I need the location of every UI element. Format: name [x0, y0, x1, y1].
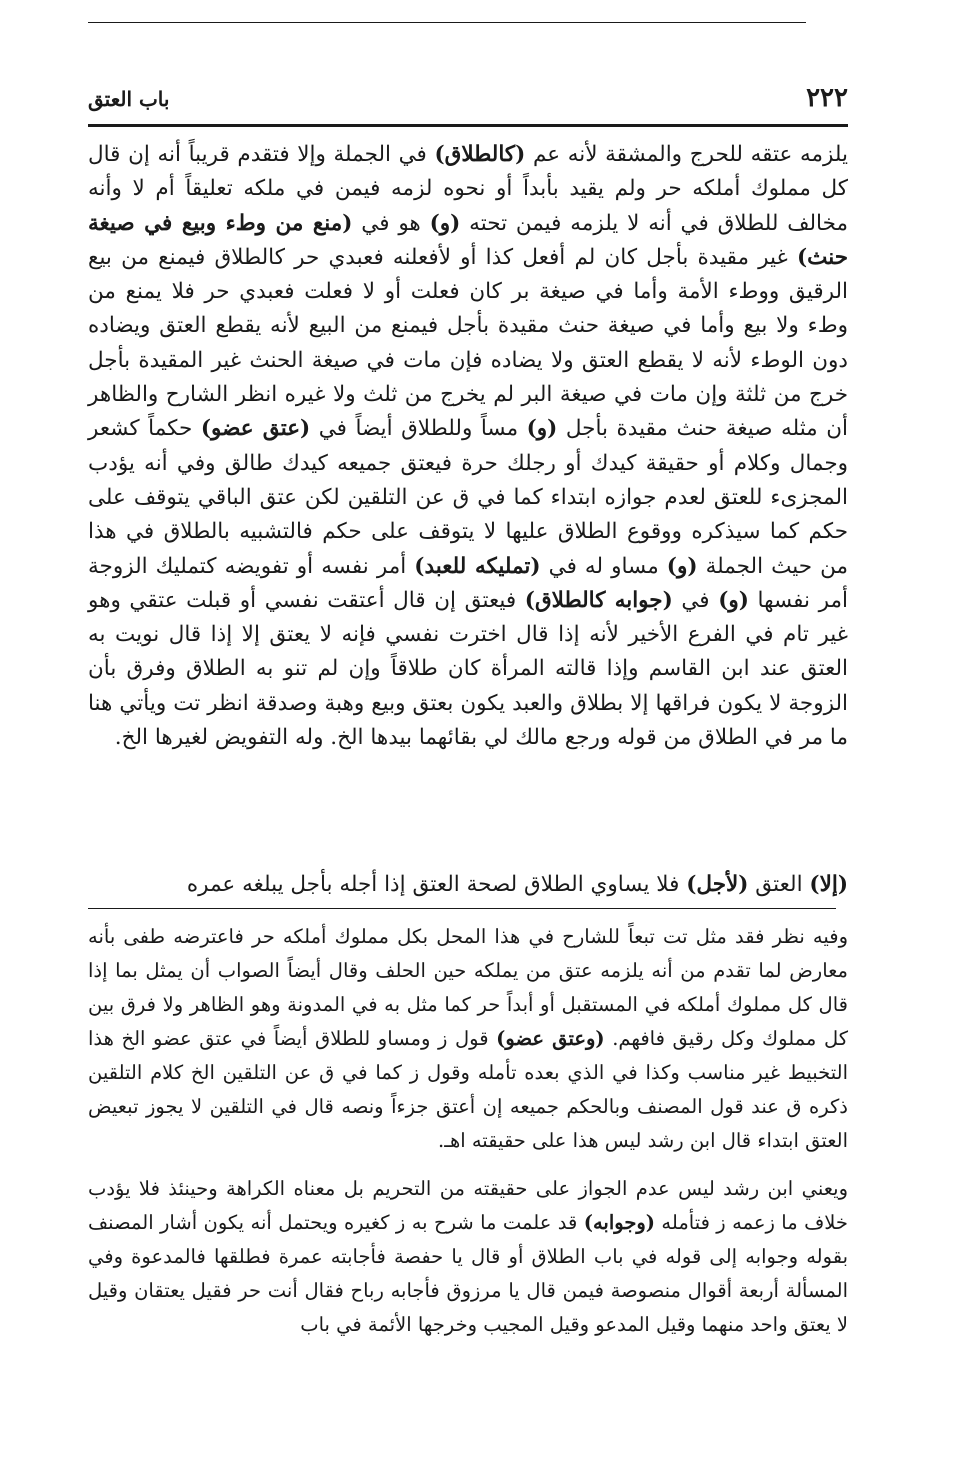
- page-header: [88, 80, 848, 122]
- text-run: العتق: [748, 871, 810, 897]
- lemma-term: (و): [526, 416, 558, 442]
- lemma-term: (و): [718, 587, 749, 613]
- text-run: فيعتق إن قال أعتقت نفسي أو قبلت عتقي وهو غير تام في الفرع الأخير لأنه إذا قال اخترت نفسي فإنه لا يعتق إلا إذا قال نويت به العتق عند ابن القاسم وإذا قالته المرأة كان طلاقاً وإن لم تنو به الطلاق وفرق بأن الزوجة لا يكون فراقها إلا بطلاق والعبد يكون بعتق وبيع وهبة وصدقة انظر تت ويأتي هنا ما مر في الطلاق من قوله ورجع مالك لي بقائهما بيدها الخ. وله التفويض لغيرها الخ.: [88, 587, 848, 751]
- footnote-paragraph-1: [88, 920, 848, 1158]
- text-run: أمر نفسه أو تفويضه كتمليك الزوجة أمر نفسها: [88, 553, 848, 613]
- lemma-term: (إلا): [809, 871, 848, 897]
- lemma-term: (و): [429, 210, 461, 236]
- lemma-term: (منع من وطء وبيع في صيغة حنث): [88, 210, 848, 270]
- text-run: في: [672, 587, 719, 613]
- lemma-term: (و): [666, 553, 698, 579]
- text-run: يلزمه عتقه للحرج والمشقة لأنه عم: [525, 142, 848, 167]
- text-run: فلا يساوي الطلاق لصحة العتق إذا أجله بأجل يبلغه عمره: [186, 871, 687, 897]
- running-title: باب العتق: [88, 87, 170, 111]
- text-run: هو في: [352, 210, 430, 236]
- header-rule: [88, 124, 848, 127]
- lemma-term: (جوابه كالطلاق): [524, 587, 673, 613]
- main-paragraph: [88, 138, 848, 755]
- footnote-paragraph-2: [88, 1172, 848, 1342]
- lemma-term: (كالطلاق): [434, 142, 526, 167]
- page-number: ٢٢٢: [806, 83, 848, 113]
- footnote-separator: [88, 908, 836, 909]
- lemma-term: (عتق عضو): [200, 416, 311, 442]
- main-final-line: [88, 846, 848, 923]
- text-run: ويعني ابن رشد ليس عدم الجواز على حقيقته من التحريم بل معناه الكراهة وحينئذ فلا يؤدب خلاف ما زعمه ز فتأمله: [88, 1177, 848, 1234]
- text-run: مساو له في: [540, 553, 667, 579]
- footnotes-block: [88, 920, 848, 1342]
- text-run: غير مقيدة بأجل كان لم أفعل كذا أو لأفعلنه فعبدي حر كالطلاق فيمنع من بيع الرقيق ووطء الأمة وأما في صيغة بر كان فعلت أو لا فعلت فعبدي حر فلا يمنع من وطء ولا بيع وأما في صيغة حنث مقيدة بأجل فيمنع من البيع لأنه يقطع العتق ويضاده دون الوطء لأنه لا يقطع العتق ولا يضاده فإن مات في صيغة الحنث غير المقيدة بأجل خرج من ثلثة وإن مات في صيغة البر لم يخرج من ثلث ولا غيره انظر الشارح والظاهر أن مثله صيغة حنث مقيدة بأجل: [88, 244, 848, 442]
- text-run: قول ز ومساو للطلاق أيضاً في عتق عضو الخ هذا التخبيط غير مناسب وكذا في الذي بعده تأمله وقول ز كما في ق عن التلقين الخ كلام التلقين ذكره ق عند قول المصنف وبالحكم جميعه إن أعتق جزءاً ونصه قال في التلقين لا يجوز تبعيض العتق ابتداء قال ابن رشد ليس هذا على حقيقته اهـ.: [88, 1027, 848, 1152]
- final-paragraph: [88, 868, 848, 902]
- lemma-term: (لأجل): [686, 871, 749, 897]
- header-line: [88, 22, 806, 23]
- lemma-term: (تمليكه للعبد): [414, 553, 541, 579]
- lemma-term: (وجوابه): [583, 1211, 656, 1234]
- lemma-term: (وعتق عضو): [496, 1027, 605, 1050]
- main-text-block: [88, 138, 848, 755]
- text-run: وفيه نظر فقد مثل تت تبعاً للشارح في هذا المحل بكل مملوك أملكه حر فاعترضه طفى بأنه معارض لما تقدم من أنه يلزمه عتق من يملكه حين الحلف وقال أيضاً الصواب أن يمثل بما إذا قال كل مملوك أملكه في المستقبل أو أبداً حر كما مثل به في المدونة وهو الظاهر ولا فرق بين كل مملوك وكل رقيق فافهم.: [88, 925, 849, 1050]
- text-run: في الجملة وإلا فتقدم قريباً أنه إن قال كل مملوك أملكه حر ولم يقيد بأبداً أو نحوه لزمه فيمن في ملكه تعليقاً أم لا وأنه مخالف للطلاق في أنه لا يلزمه فيمن تحته: [88, 142, 848, 236]
- text-run: مساً وللطلاق أيضاً في: [310, 416, 527, 442]
- text-run: حكماً كشعر وجمال وكلام أو حقيقة كيدك أو رجلك حرة فيعتق جميعه كيدك طالق وفي أنه يؤدب المجزىء للعتق لعدم جوازه ابتداء كما في ق عن التلقين لكن عتق الباقي يتوقف على حكم كما سيذكره ووقوع الطلاق عليها لا يتوقف على حكم فالتشبيه بالطلاق في هذا من حيث الجملة: [88, 416, 848, 579]
- text-run: قد علمت ما شرح به ز كغيره ويحتمل أنه يكون أشار المصنف بقوله وجوابه إلى قوله في باب الطلاق أو قال يا حفصة فأجابته عمرة فطلقها فالمدعوة وفي المسألة أربعة أقوال منصوصة فيمن قال يا مرزوق فأجابه رباح فقال أنت حر فقيل يعتقان وقيل لا يعتق واحد منهما وقيل المدعو وقيل المجيب وخرجها الأئمة في باب: [88, 1211, 848, 1336]
